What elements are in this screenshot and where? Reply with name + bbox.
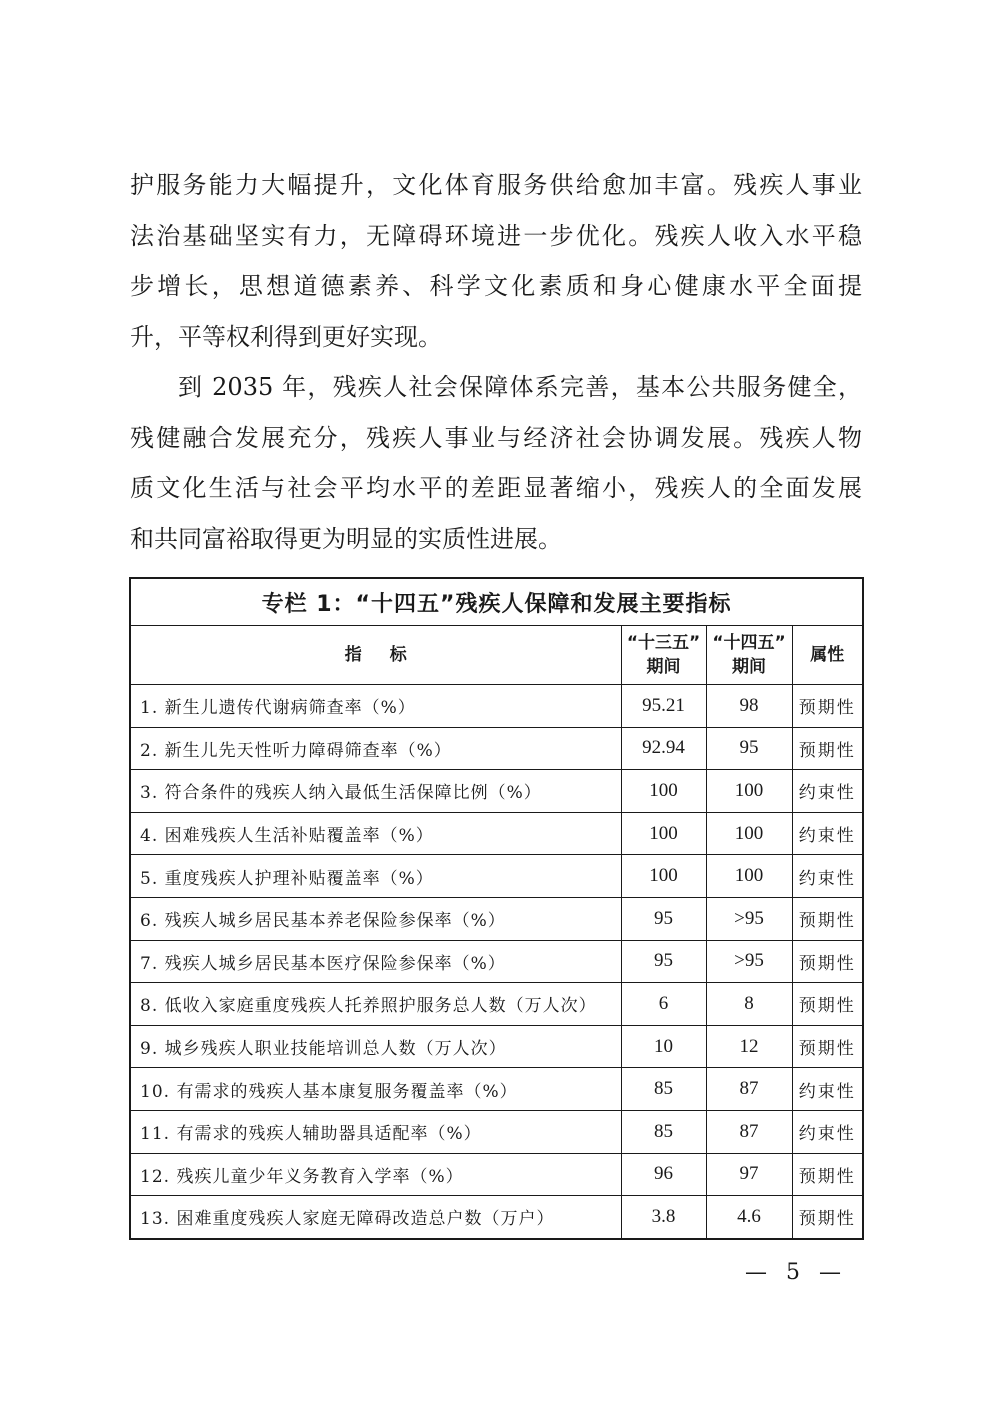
- table-row: [130, 897, 863, 940]
- value-13th: 85: [621, 1110, 706, 1153]
- value-13th: 85: [621, 1068, 706, 1111]
- table-caption: 专栏 1：“十四五”残疾人保障和发展主要指标: [130, 578, 863, 626]
- header-14th-period: [706, 626, 792, 685]
- value-14th: 4.6: [706, 1196, 792, 1239]
- value-14th: 100: [706, 812, 792, 855]
- value-14th: 95: [706, 727, 792, 770]
- indicator-name: 3. 符合条件的残疾人纳入最低生活保障比例（%）: [130, 770, 621, 813]
- attribute-cell: 预期性: [792, 1025, 863, 1068]
- paragraph-1: [130, 160, 862, 363]
- table-row: [130, 983, 863, 1026]
- value-13th: 95: [621, 940, 706, 983]
- value-14th: 87: [706, 1068, 792, 1111]
- value-13th: 92.94: [621, 727, 706, 770]
- indicator-name: 9. 城乡残疾人职业技能培训总人数（万人次）: [130, 1025, 621, 1068]
- value-14th: 100: [706, 855, 792, 898]
- table-row: [130, 685, 863, 728]
- indicator-name: 7. 残疾人城乡居民基本医疗保险参保率（%）: [130, 940, 621, 983]
- attribute-cell: 预期性: [792, 897, 863, 940]
- value-14th: 98: [706, 685, 792, 728]
- header-14th-sub: 期间: [732, 657, 766, 677]
- table-row: [130, 1110, 863, 1153]
- attribute-cell: 约束性: [792, 1068, 863, 1111]
- value-14th: 8: [706, 983, 792, 1026]
- table-row: [130, 727, 863, 770]
- paragraph-2: [130, 362, 862, 565]
- indicator-name: 8. 低收入家庭重度残疾人托养照护服务总人数（万人次）: [130, 983, 621, 1026]
- table-row: [130, 855, 863, 898]
- attribute-cell: 约束性: [792, 812, 863, 855]
- value-13th: 6: [621, 983, 706, 1026]
- header-indicator: 指标: [130, 626, 621, 685]
- indicator-name: 1. 新生儿遗传代谢病筛查率（%）: [130, 685, 621, 728]
- attribute-cell: 约束性: [792, 855, 863, 898]
- text-line: 步增长，思想道德素养、科学文化素质和身心健康水平全面提: [130, 272, 862, 301]
- value-13th: 3.8: [621, 1196, 706, 1239]
- value-13th: 10: [621, 1025, 706, 1068]
- value-13th: 95: [621, 897, 706, 940]
- attribute-cell: 预期性: [792, 1196, 863, 1239]
- header-13th-sub: 期间: [646, 657, 681, 677]
- table-row: [130, 1196, 863, 1239]
- indicator-name: 4. 困难残疾人生活补贴覆盖率（%）: [130, 812, 621, 855]
- value-13th: 100: [621, 770, 706, 813]
- table-row: [130, 940, 863, 983]
- value-14th: 87: [706, 1110, 792, 1153]
- attribute-cell: 约束性: [792, 1110, 863, 1153]
- table-header-row: [130, 626, 863, 685]
- table-row: [130, 1025, 863, 1068]
- indicator-name: 10. 有需求的残疾人基本康复服务覆盖率（%）: [130, 1068, 621, 1111]
- text-line: 到 2035 年，残疾人社会保障体系完善，基本公共服务健全，: [178, 373, 862, 401]
- attribute-cell: 预期性: [792, 983, 863, 1026]
- value-14th: >95: [706, 940, 792, 983]
- indicator-name: 6. 残疾人城乡居民基本养老保险参保率（%）: [130, 897, 621, 940]
- indicator-name: 2. 新生儿先天性听力障碍筛查率（%）: [130, 727, 621, 770]
- value-14th: 12: [706, 1025, 792, 1068]
- attribute-cell: 预期性: [792, 940, 863, 983]
- indicator-name: 5. 重度残疾人护理补贴覆盖率（%）: [130, 855, 621, 898]
- header-14th-label: “十四五”: [712, 633, 786, 653]
- text-line: 护服务能力大幅提升，文化体育服务供给愈加丰富。残疾人事业: [130, 171, 862, 199]
- attribute-cell: 预期性: [792, 685, 863, 728]
- table-row: [130, 812, 863, 855]
- table-row: [130, 1153, 863, 1196]
- header-13th-label: “十三五”: [626, 633, 701, 653]
- value-13th: 100: [621, 812, 706, 855]
- indicator-name: 13. 困难重度残疾人家庭无障碍改造总户数（万户）: [130, 1196, 621, 1239]
- attribute-cell: 约束性: [792, 770, 863, 813]
- indicator-name: 11. 有需求的残疾人辅助器具适配率（%）: [130, 1110, 621, 1153]
- header-attribute: 属性: [792, 626, 863, 685]
- page-number: — 5 —: [745, 1260, 847, 1285]
- value-14th: >95: [706, 897, 792, 940]
- text-line: 法治基础坚实有力，无障碍环境进一步优化。残疾人收入水平稳: [130, 221, 862, 250]
- indicator-table: [129, 577, 864, 1240]
- header-13th-period: [621, 626, 706, 685]
- text-line: 残健融合发展充分，残疾人事业与经济社会协调发展。残疾人物: [130, 423, 862, 452]
- attribute-cell: 预期性: [792, 1153, 863, 1196]
- text-line: 质文化生活与社会平均水平的差距显著缩小，残疾人的全面发展: [130, 474, 862, 503]
- indicator-name: 12. 残疾儿童少年义务教育入学率（%）: [130, 1153, 621, 1196]
- value-14th: 97: [706, 1153, 792, 1196]
- text-line: 和共同富裕取得更为明显的实质性进展。: [130, 525, 562, 554]
- table-row: [130, 1068, 863, 1111]
- value-13th: 95.21: [621, 685, 706, 728]
- value-13th: 100: [621, 855, 706, 898]
- table-row: [130, 770, 863, 813]
- text-line: 升，平等权利得到更好实现。: [130, 323, 442, 352]
- value-13th: 96: [621, 1153, 706, 1196]
- attribute-cell: 预期性: [792, 727, 863, 770]
- value-14th: 100: [706, 770, 792, 813]
